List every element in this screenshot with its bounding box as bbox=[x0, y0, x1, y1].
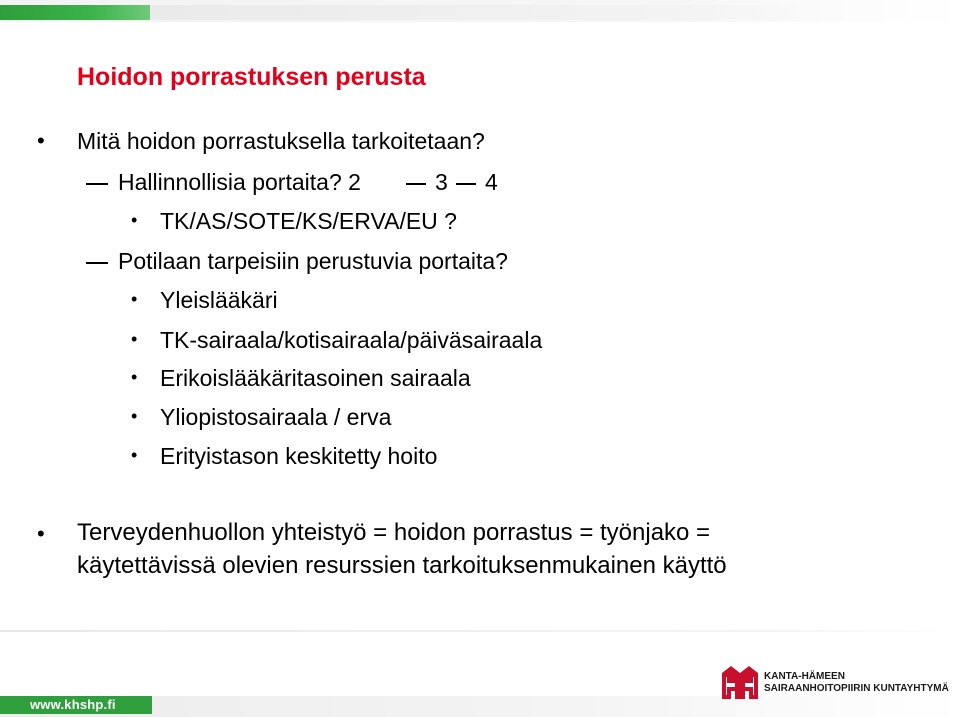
sub-item: Potilaan tarpeisiin perustuvia portaita? bbox=[118, 248, 508, 274]
bullet-icon: • bbox=[131, 445, 138, 465]
footer-url-link[interactable]: www.khshp.fi bbox=[30, 697, 116, 712]
bullet-icon: • bbox=[131, 367, 138, 387]
bullet-item: Mitä hoidon porrastuksella tarkoitetaan? bbox=[77, 128, 485, 154]
conclusion-line-1: Terveydenhuollon yhteistyö = hoidon porrastus = työnjako = bbox=[77, 519, 711, 546]
sub-sub-item: Erityistason keskitetty hoito bbox=[160, 443, 438, 469]
level-number: 4 bbox=[485, 169, 498, 195]
footer-divider bbox=[0, 630, 960, 632]
level-number: 3 bbox=[435, 169, 448, 195]
header-green-accent bbox=[0, 5, 150, 20]
conclusion-line-2: käytettävissä olevien resurssien tarkoituksenmukainen käyttö bbox=[77, 552, 727, 579]
header-gray-accent bbox=[150, 5, 810, 20]
khshp-logo-icon bbox=[722, 663, 758, 699]
dash-icon bbox=[456, 183, 476, 185]
org-line-2: SAIRAANHOITOPIIRIN KUNTAYHTYMÄ bbox=[764, 683, 949, 694]
dash-icon bbox=[86, 262, 108, 264]
bullet-icon: • bbox=[131, 289, 138, 309]
org-line-1: KANTA-HÄMEEN bbox=[764, 671, 845, 682]
sub-sub-item: Yleislääkäri bbox=[160, 287, 278, 313]
sub-sub-item: Yliopistosairaala / erva bbox=[160, 404, 392, 430]
bullet-icon: • bbox=[37, 128, 45, 153]
bullet-icon: • bbox=[131, 329, 138, 349]
bullet-icon: • bbox=[131, 210, 138, 230]
organization-name bbox=[764, 671, 949, 695]
slide-title: Hoidon porrastuksen perusta bbox=[77, 63, 426, 91]
sub-sub-item: TK-sairaala/kotisairaala/päiväsairaala bbox=[160, 327, 543, 353]
bullet-icon: • bbox=[37, 521, 45, 546]
bullet-icon: • bbox=[131, 406, 138, 426]
dash-icon bbox=[86, 183, 108, 185]
sub-sub-item: Erikoislääkäritasoinen sairaala bbox=[160, 365, 471, 391]
dash-icon bbox=[406, 183, 426, 185]
sub-sub-item: TK/AS/SOTE/KS/ERVA/EU ? bbox=[160, 208, 457, 234]
sub-item: Hallinnollisia portaita? 2 bbox=[118, 169, 361, 195]
